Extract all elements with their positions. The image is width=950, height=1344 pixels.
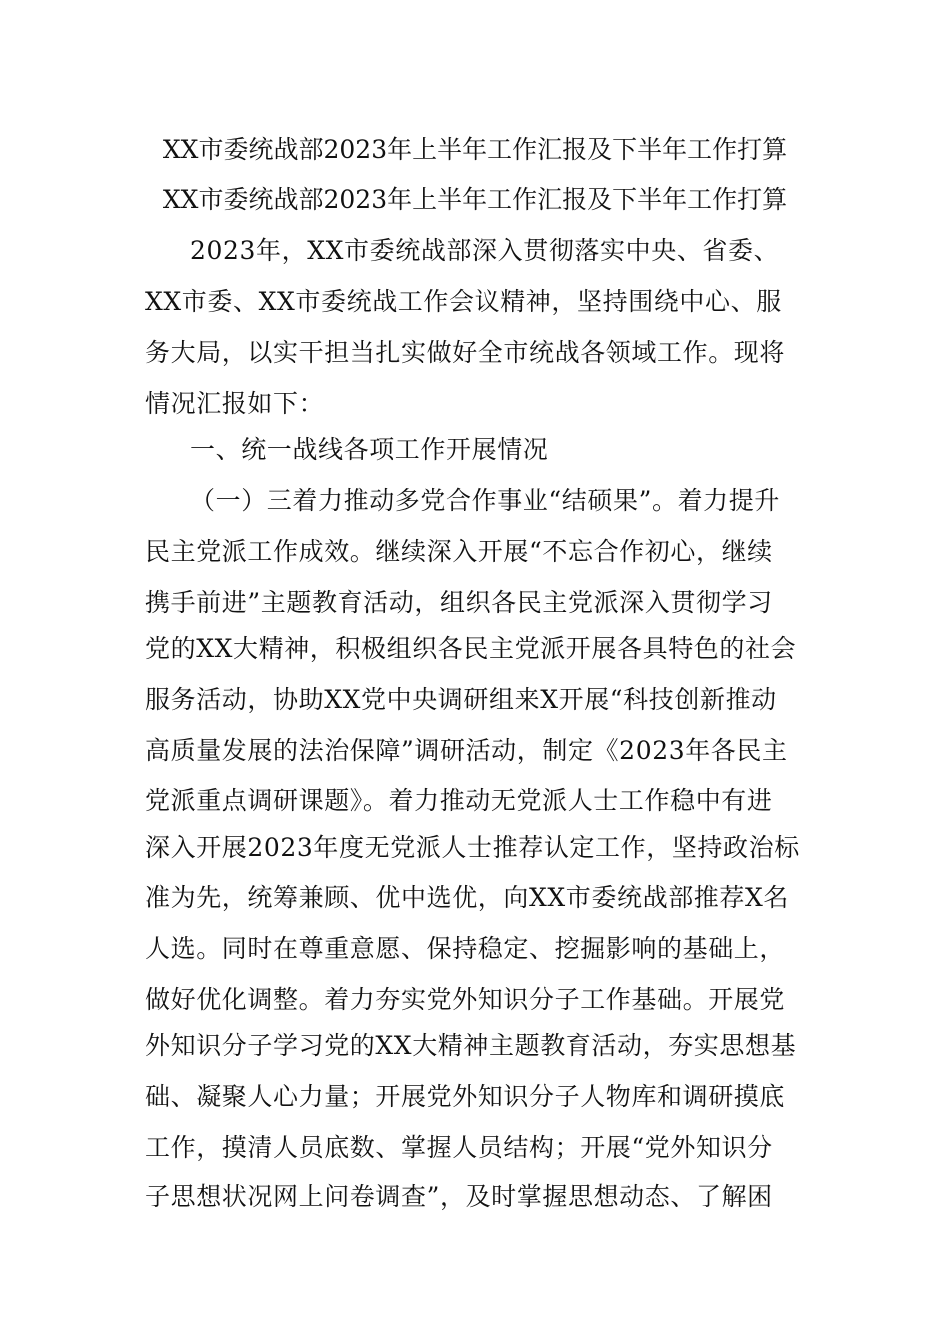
- paragraph-line: 工作，摸清人员底数、掌握人员结构；开展“党外知识分: [145, 1133, 773, 1162]
- paragraph-line: 情况汇报如下：: [145, 389, 325, 418]
- paragraph-line: 做好优化调整。着力夯实党外知识分子工作基础。开展党: [145, 985, 786, 1014]
- paragraph-line: XX市委、XX市委统战工作会议精神，坚持围绕中心、服: [145, 287, 782, 316]
- paragraph-line: 础、凝聚人心力量；开展党外知识分子人物库和调研摸底: [145, 1082, 786, 1111]
- paragraph-line: 党派重点调研课题》。着力推动无党派人士工作稳中有进: [145, 786, 773, 815]
- paragraph-line: 准为先，统筹兼顾、优中选优，向XX市委统战部推荐X名: [145, 883, 789, 912]
- paragraph-line: 党的XX大精神，积极组织各民主党派开展各具特色的社会: [145, 634, 797, 663]
- section-heading: 一、统一战线各项工作开展情况: [190, 435, 549, 464]
- paragraph-line: 深入开展2023年度无党派人士推荐认定工作，坚持政治标: [145, 833, 800, 862]
- paragraph-line: 高质量发展的法治保障”调研活动，制定《2023年各民主: [145, 736, 788, 765]
- paragraph-line: 服务活动，协助XX党中央调研组来X开展“科技创新推动: [145, 685, 777, 714]
- paragraph-line: 携手前进”主题教育活动，组织各民主党派深入贯彻学习: [145, 588, 773, 617]
- subsection-heading: （一）三着力推动多党合作事业“结硕果”。着力提升: [190, 486, 780, 515]
- paragraph-line: 民主党派工作成效。继续深入开展“不忘合作初心，继续: [145, 537, 773, 566]
- paragraph-line: 子思想状况网上问卷调查”，及时掌握思想动态、了解困: [145, 1182, 773, 1211]
- paragraph-line: 务大局，以实干担当扎实做好全市统战各领域工作。现将: [145, 338, 786, 367]
- paragraph-line: 外知识分子学习党的XX大精神主题教育活动，夯实思想基: [145, 1031, 797, 1060]
- paragraph-line: 人选。同时在尊重意愿、保持稳定、挖掘影响的基础上，: [145, 934, 786, 963]
- document-title: XX市委统战部2023年上半年工作汇报及下半年工作打算: [162, 135, 788, 164]
- paragraph-line: 2023年，XX市委统战部深入贯彻落实中央、省委、: [190, 236, 780, 265]
- document-title-repeat: XX市委统战部2023年上半年工作汇报及下半年工作打算: [162, 185, 788, 214]
